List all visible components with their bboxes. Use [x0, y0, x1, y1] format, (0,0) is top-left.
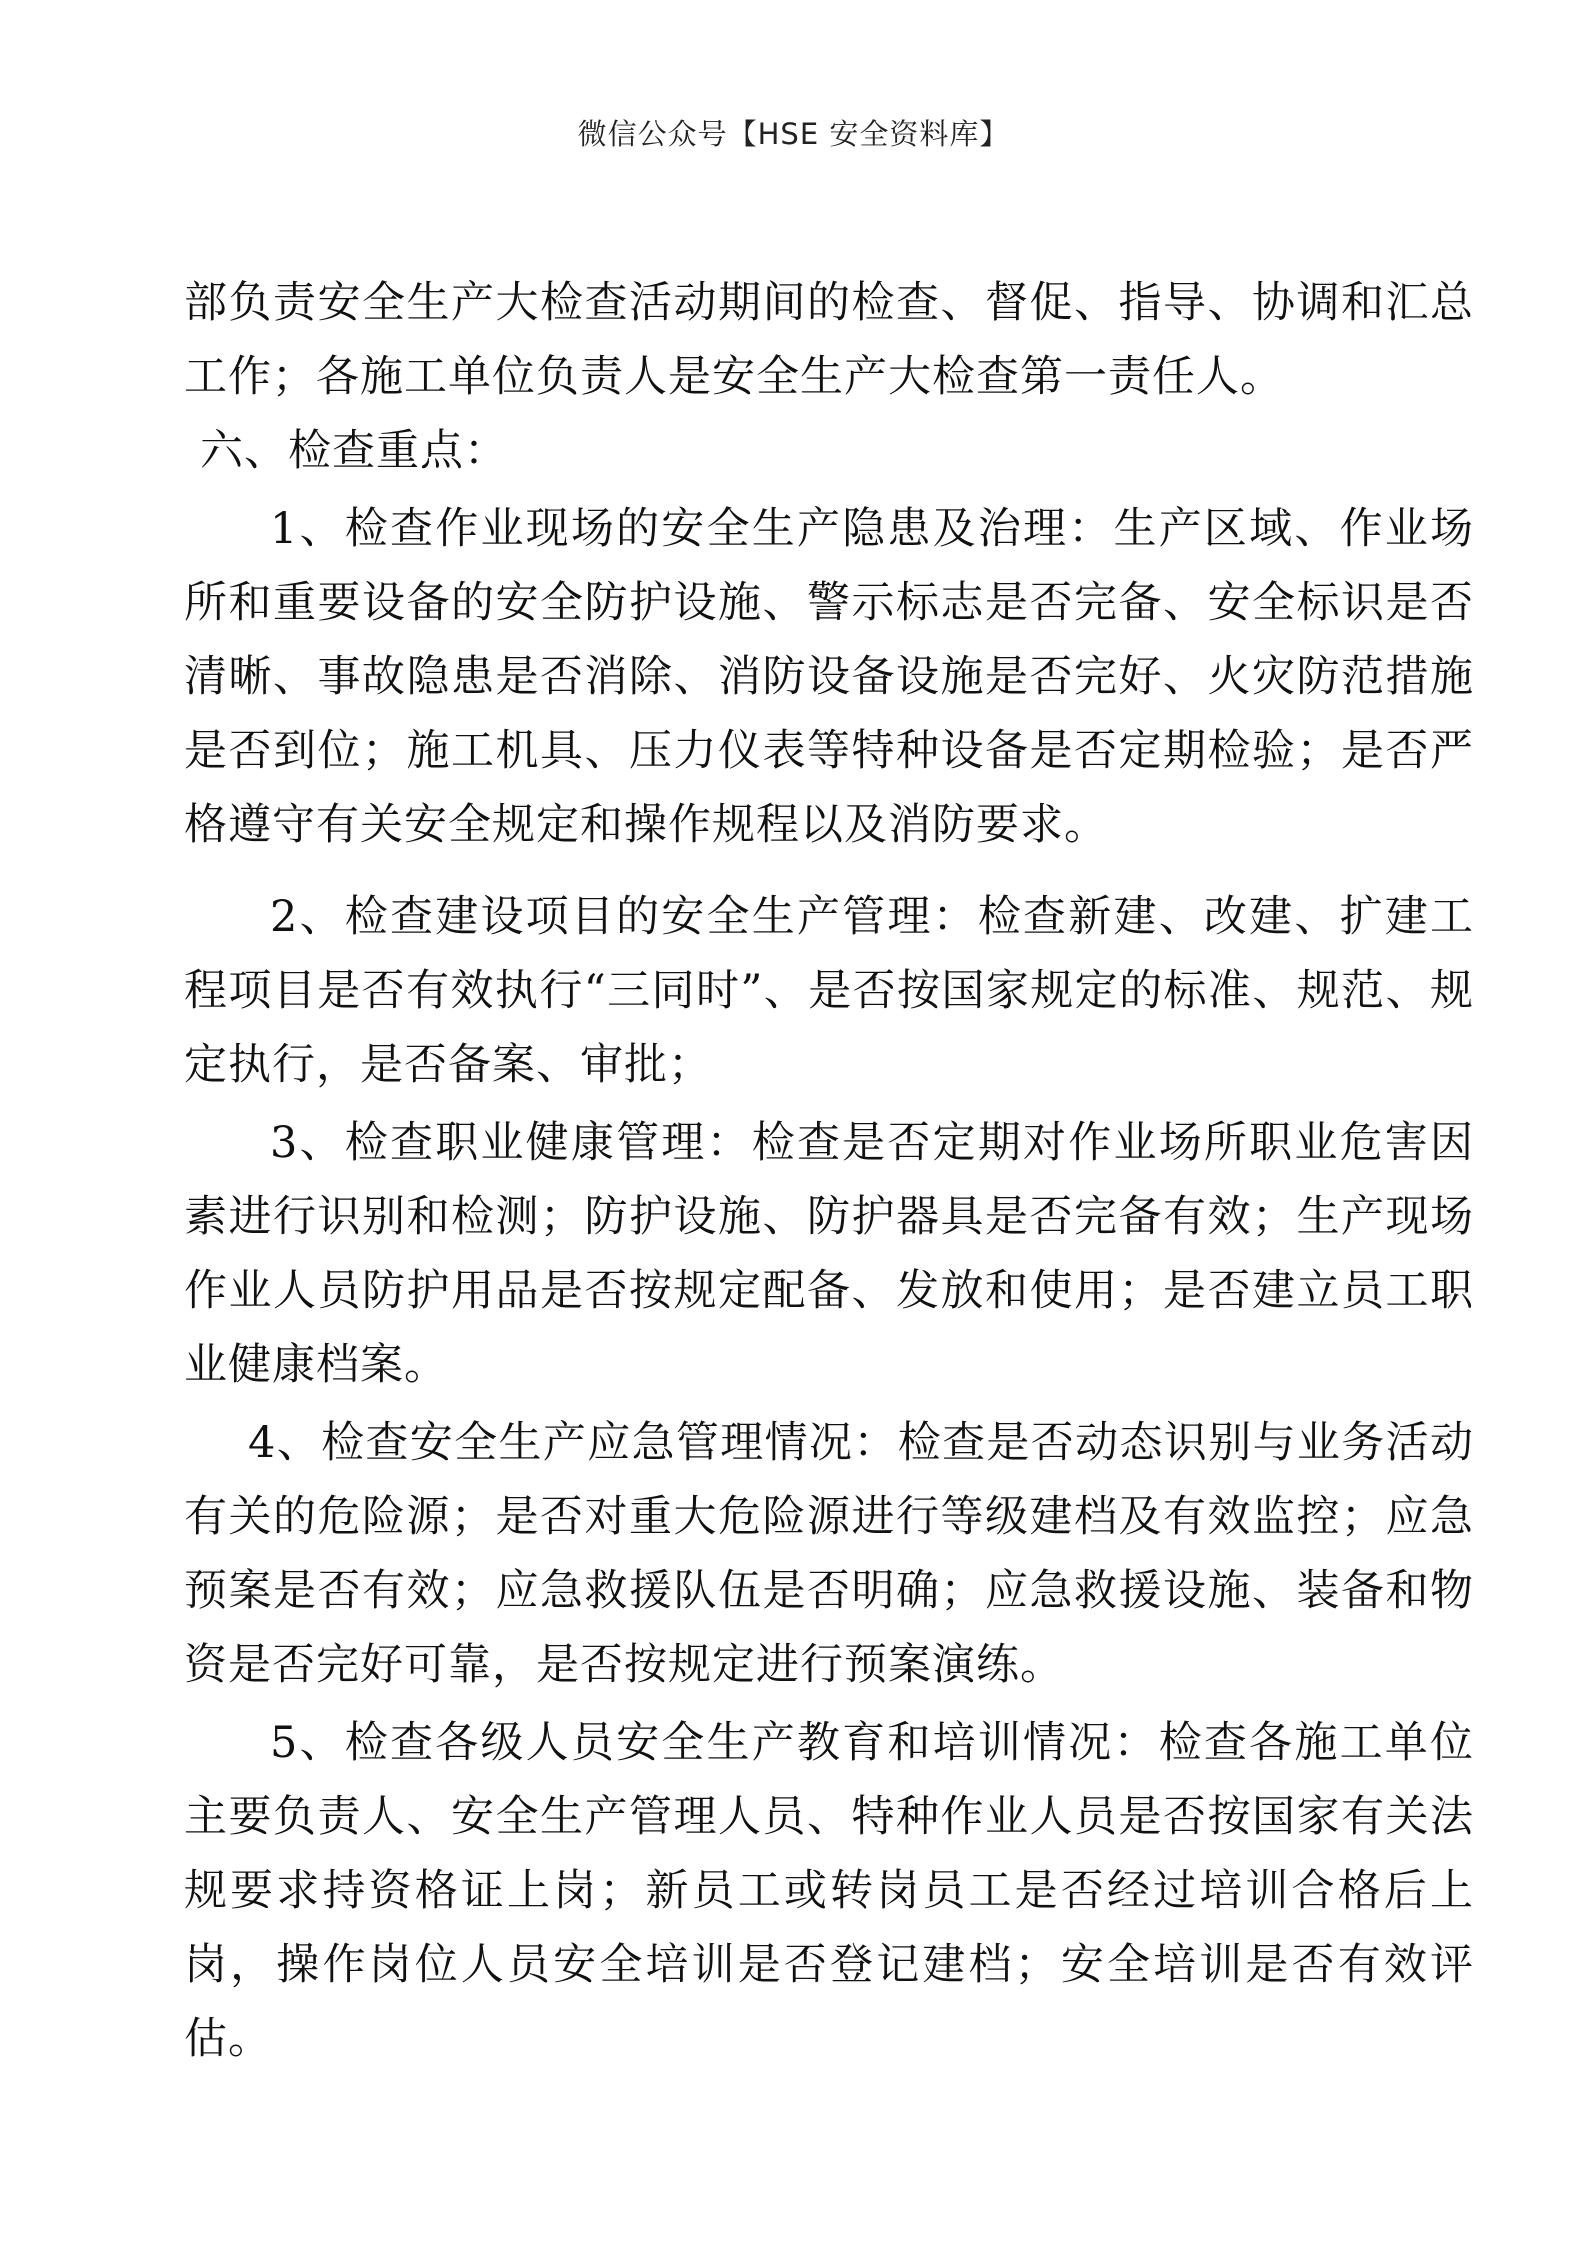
- item-paragraph-4: 4、检查安全生产应急管理情况：检查是否动态识别与业务活动有关的危险源；是否对重大危险源进行等级建档及有效监控；应急预案是否有效；应急救援队伍是否明确；应急救援设施、装备和物资是否完好可靠，是否按规定进行预案演练。: [184, 1418, 1474, 1690]
- section-heading: 六、检查重点：: [200, 426, 508, 476]
- document-body: [184, 266, 1474, 2076]
- item-paragraph-1: 1、检查作业现场的安全生产隐患及治理：生产区域、作业场所和重要设备的安全防护设施、警示标志是否完备、安全标识是否清晰、事故隐患是否消除、消防设备设施是否完好、火灾防范措施是否到位；施工机具、压力仪表等特种设备是否定期检验；是否严格遵守有关安全规定和操作规程以及消防要求。: [184, 504, 1474, 850]
- item-paragraph-2: 2、检查建设项目的安全生产管理：检查新建、改建、扩建工程项目是否有效执行“三同时”、是否按国家规定的标准、规范、规定执行，是否备案、审批；: [184, 892, 1474, 1090]
- item-paragraph-3: 3、检查职业健康管理：检查是否定期对作业场所职业危害因素进行识别和检测；防护设施、防护器具是否完备有效；生产现场作业人员防护用品是否按规定配备、发放和使用；是否建立员工职业健康档案。: [184, 1118, 1474, 1390]
- intro-paragraph: 部负责安全生产大检查活动期间的检查、督促、指导、协调和汇总工作；各施工单位负责人是安全生产大检查第一责任人。: [184, 278, 1474, 402]
- page-header: 微信公众号【HSE 安全资料库】: [577, 117, 1010, 151]
- item-paragraph-5: 5、检查各级人员安全生产教育和培训情况：检查各施工单位主要负责人、安全生产管理人员、特种作业人员是否按国家有关法规要求持资格证上岗；新员工或转岗员工是否经过培训合格后上岗，操作岗位人员安全培训是否登记建档；安全培训是否有效评估。: [184, 1718, 1474, 2064]
